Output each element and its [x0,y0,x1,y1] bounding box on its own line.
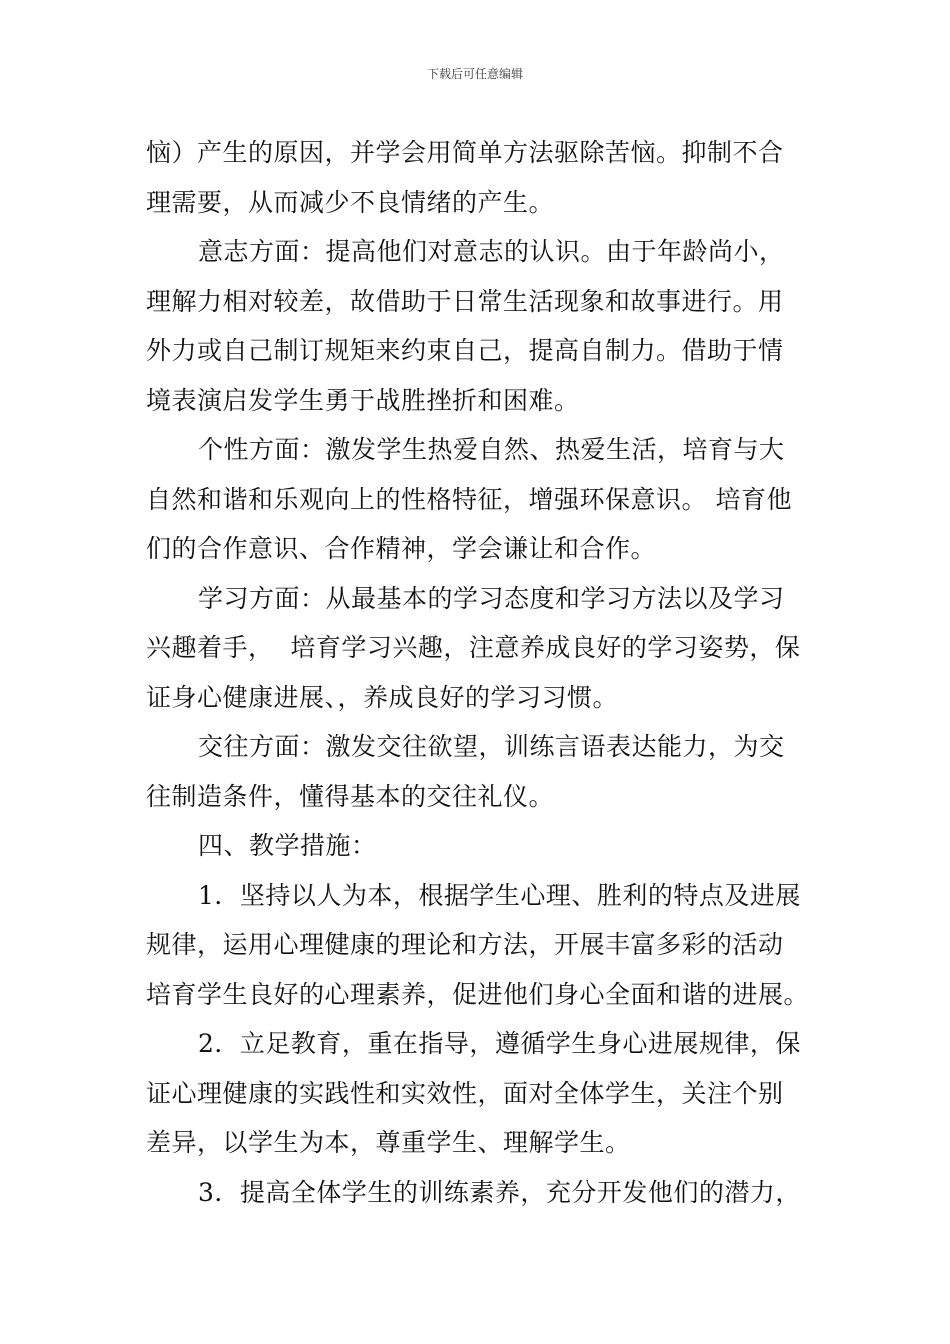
paragraph [146,722,810,821]
text-line: 证身心健康进展、，养成良好的学习习惯。 [146,682,619,712]
section-heading [146,821,810,871]
text-line: 交往方面：激发交往欲望，训练言语表达能力，为交 [198,732,785,761]
paragraph [146,425,810,574]
text-line: 理解力相对较差，故借助于日常生活现象和故事进行。用 [146,286,784,316]
paragraph [146,227,810,425]
paragraph [146,128,810,227]
text-line: 1．坚持以人为本，根据学生心理、胜利的特点及进展 [198,880,801,910]
text-line: 兴趣着手， 培育学习兴趣，注意养成良好的学习姿势，保 [146,633,801,662]
numbered-item [146,1019,810,1168]
text-line: 境表演启发学生勇于战胜挫折和困难。 [146,385,580,415]
text-line: 学习方面：从最基本的学习态度和学习方法以及学习 [198,583,785,613]
text-line: 2．立足教育，重在指导，遵循学生身心进展规律，保 [198,1029,801,1058]
text-line: 恼）产生的原因，并学会用简单方法驱除苦恼。抑制不合 [146,138,784,167]
text-line: 意志方面：提高他们对意志的认识。由于年龄尚小， [198,237,785,266]
numbered-item [146,1168,810,1218]
text-line: 个性方面：激发学生热爱自然、热爱生活，培育与大 [198,435,785,464]
text-line: 规律，运用心理健康的理论和方法，开展丰富多彩的活动 [146,930,784,959]
text-line: 培育学生良好的心理素养，促进他们身心全面和谐的进展。 [146,979,810,1009]
page-header: 下载后可任意编辑 [426,67,523,81]
text-line: 外力或自己制订规矩来约束自己，提高自制力。借助于情 [146,336,784,365]
text-line: 证心理健康的实践性和实效性，面对全体学生，关注个别 [146,1078,784,1108]
text-line: 自然和谐和乐观向上的性格特征，增强环保意识。 培育他 [146,484,792,514]
paragraph [146,574,810,723]
numbered-item [146,871,810,1020]
text-line: 理需要，从而减少不良情绪的产生。 [146,187,555,217]
text-line: 们的合作意识、合作精神，学会谦让和合作。 [146,534,657,563]
text-line: 往制造条件，懂得基本的交往礼仪。 [146,781,555,811]
text-line: 差异，以学生为本，尊重学生、理解学生。 [146,1128,631,1157]
document-body [146,128,810,1217]
text-line: 四、教学措施： [198,831,377,860]
text-line: 3．提高全体学生的训练素养，充分开发他们的潜力， [198,1177,801,1207]
